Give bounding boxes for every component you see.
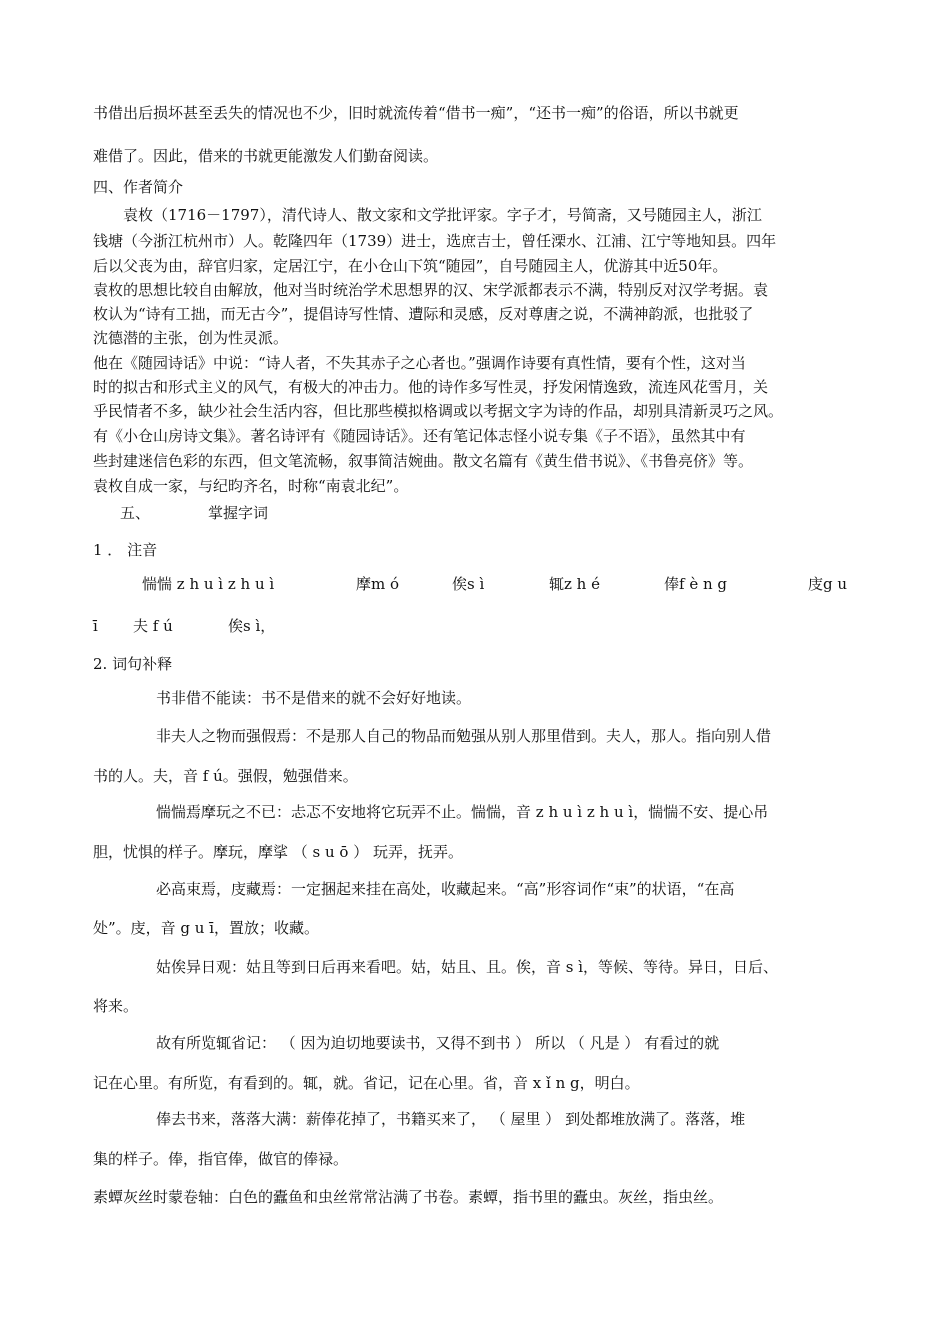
pinyin-row <box>0 615 950 637</box>
section-heading: 四、作者简介 <box>93 178 184 196</box>
section-heading: 掌握字词 <box>208 504 269 522</box>
subsection-heading: 2. 词句补释 <box>93 655 173 673</box>
pinyin-item: 俸f è n g <box>664 575 727 593</box>
text-line: 书借出后损坏甚至丢失的情况也不少，旧时就流传着“借书一痴”，“还书一痴”的俗语，所以书就更 <box>93 104 739 122</box>
note-line: 姑俟异日观：姑且等到日后再来看吧。姑，姑且、且。俟，音 s ì，等候、等待。异日，日后、 <box>156 958 779 976</box>
text-line: 沈德潜的主张，创为性灵派。 <box>93 329 289 347</box>
note-line: 非夫人之物而强假焉：不是那人自己的物品而勉强从别人那里借到。夫人，那人。指向别人借 <box>156 727 772 745</box>
pinyin-row <box>0 573 950 595</box>
text-line: 袁枚的思想比较自由解放，他对当时统治学术思想界的汉、宋学派都表示不满，特别反对汉学考据。袁 <box>93 281 769 299</box>
note-line: 书的人。夫，音 f ú。强假，勉强借来。 <box>93 767 358 785</box>
text-line: 袁枚自成一家，与纪昀齐名，时称“南袁北纪”。 <box>93 477 409 495</box>
text-line: 枚认为“诗有工拙，而无古今”，提倡诗写性情、遭际和灵感，反对尊唐之说，不满神韵派，也批驳了 <box>93 305 754 323</box>
text-line: 钱塘（今浙江杭州市）人。乾隆四年（1739）进士，选庶吉士，曾任溧水、江浦、江宁等地知县。四年 <box>93 232 777 250</box>
note-line: 书非借不能读：书不是借来的就不会好好地读。 <box>156 689 472 707</box>
pinyin-item: 俟s ì <box>452 575 485 593</box>
note-line: 处”。庋，音 g u ī，置放；收藏。 <box>93 919 320 937</box>
pinyin-item: 庋g u <box>808 575 848 593</box>
note-line: 故有所览辄省记： （ 因为迫切地要读书，又得不到书 ） 所以 （ 凡是 ） 有看过的就 <box>156 1034 720 1052</box>
pinyin-item: 摩m ó <box>356 575 400 593</box>
text-line: 难借了。因此，借来的书就更能激发人们勤奋阅读。 <box>93 147 439 165</box>
subsection-heading: 1 ． 注音 <box>93 541 158 559</box>
note-line: 将来。 <box>93 997 139 1015</box>
note-line: 俸去书来，落落大满：薪俸花掉了，书籍买来了， （ 屋里 ） 到处都堆放满了。落落，堆 <box>156 1110 746 1128</box>
note-line: 记在心里。有所览，有看到的。辄，就。省记，记在心里。省，音 x ǐ n g，明白。 <box>93 1074 640 1092</box>
text-line: 后以父丧为由，辞官归家，定居江宁，在小仓山下筑“随园”，自号随园主人，优游其中近50年。 <box>93 257 728 275</box>
pinyin-item: 夫 f ú <box>133 617 173 635</box>
note-line: 集的样子。俸，指官俸，做官的俸禄。 <box>93 1150 349 1168</box>
note-line: 惴惴焉摩玩之不已：忐忑不安地将它玩弄不止。惴惴，音 z h u ì z h u ì，惴惴不安、提心吊 <box>156 803 769 821</box>
text-line: 时的拟古和形式主义的风气，有极大的冲击力。他的诗作多写性灵，抒发闲情逸致，流连风花雪月，关 <box>93 378 769 396</box>
text-line: 有《小仓山房诗文集》。著名诗评有《随园诗话》。还有笔记体志怪小说专集《子不语》，虽然其中有 <box>93 427 746 445</box>
note-line: 胆，忧惧的样子。摩玩，摩挲 （ s u ō ） 玩弄，抚弄。 <box>93 843 463 861</box>
section-number: 五、 <box>120 504 151 522</box>
pinyin-item: 俟s ì， <box>228 617 276 635</box>
text-line: 他在《随园诗话》中说：“诗人者，不失其赤子之心者也。”强调作诗要有真性情，要有个性，这对当 <box>93 354 746 372</box>
pinyin-item: ī <box>93 617 98 635</box>
pinyin-item: 辄z h é <box>549 575 600 593</box>
text-line: 些封建迷信色彩的东西，但文笔流畅，叙事简洁婉曲。散文名篇有《黄生借书说》、《书鲁亮侪》等。 <box>93 452 754 470</box>
text-line: 乎民情者不多，缺少社会生活内容，但比那些模拟格调或以考据文字为诗的作品，却别具清新灵巧之风。 <box>93 402 784 420</box>
note-line: 素蟫灰丝时蒙卷轴：白色的蠹鱼和虫丝常常沾满了书卷。素蟫，指书里的蠹虫。灰丝，指虫丝。 <box>93 1188 724 1206</box>
note-line: 必高束焉，庋藏焉：一定捆起来挂在高处，收藏起来。“高”形容词作“束”的状语，“在高 <box>156 880 735 898</box>
text-line: 袁枚（1716－1797），清代诗人、散文家和文学批评家。字子才，号简斋，又号随园主人，浙江 <box>123 206 762 224</box>
pinyin-item: 惴惴 z h u ì z h u ì <box>142 575 275 593</box>
